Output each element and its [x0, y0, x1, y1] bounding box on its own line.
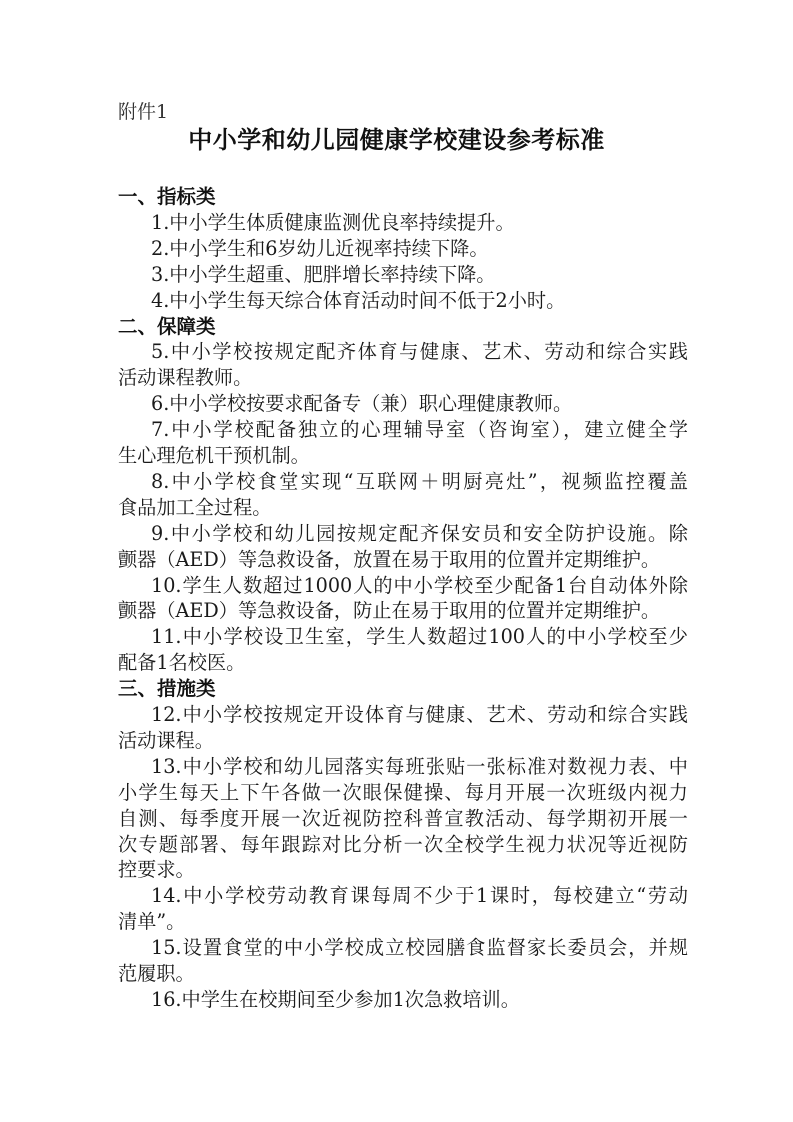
- list-item-continuation: 清单”。: [118, 910, 186, 934]
- list-item: 16.中学生在校期间至少参加1次急救培训。: [151, 987, 520, 1011]
- list-item: 12.中小学校按规定开设体育与健康、艺术、劳动和综合实践: [151, 703, 688, 726]
- list-item: 15.设置食堂的中小学校成立校园膳食监督家长委员会，并规: [151, 936, 688, 960]
- list-item-continuation: 颤器（AED）等急救设备，防止在易于取用的位置并定期维护。: [118, 599, 661, 623]
- list-item-continuation: 生心理危机干预机制。: [118, 444, 310, 467]
- list-item-continuation: 颤器（AED）等急救设备，放置在易于取用的位置并定期维护。: [118, 547, 661, 571]
- list-item: 8.中小学校食堂实现“互联网＋明厨亮灶”，视频监控覆盖: [151, 469, 688, 493]
- list-item-continuation: 食品加工全过程。: [118, 495, 272, 519]
- list-item-continuation: 范履职。: [118, 962, 195, 985]
- list-item-continuation: 活动课程。: [118, 728, 214, 752]
- annex-label: 附件1: [118, 101, 169, 123]
- section-heading: 三、措施类: [118, 677, 216, 701]
- list-item: 11.中小学校设卫生室，学生人数超过100人的中小学校至少: [151, 625, 688, 649]
- list-item: 3.中小学生超重、肥胖增长率持续下降。: [151, 262, 496, 286]
- list-item-continuation: 自测、每季度开展一次近视防控科普宣教活动、每学期初开展一: [118, 806, 688, 830]
- list-item: 5.中小学校按规定配齐体育与健康、艺术、劳动和综合实践: [151, 340, 688, 364]
- list-item: 14.中小学校劳动教育课每周不少于1课时，每校建立“劳动: [151, 884, 688, 908]
- list-item: 1.中小学生体质健康监测优良率持续提升。: [151, 210, 515, 234]
- list-item: 4.中小学生每天综合体育活动时间不低于2小时。: [151, 288, 566, 312]
- list-item-continuation: 配备1名校医。: [118, 651, 246, 675]
- list-item-continuation: 活动课程教师。: [118, 366, 253, 390]
- list-item: 9.中小学校和幼儿园按规定配齐保安员和安全防护设施。除: [151, 521, 688, 545]
- list-item: 10.学生人数超过1000人的中小学校至少配备1台自动体外除: [151, 573, 688, 597]
- list-item: 2.中小学生和6岁幼儿近视率持续下降。: [151, 236, 489, 260]
- list-item-continuation: 次专题部署、每年跟踪对比分析一次全校学生视力状况等近视防: [118, 832, 688, 856]
- list-item: 13.中小学校和幼儿园落实每班张贴一张标准对数视力表、中: [151, 754, 688, 778]
- list-item: 7.中小学校配备独立的心理辅导室（咨询室），建立健全学: [151, 418, 688, 442]
- document-title: 中小学和幼儿园健康学校建设参考标准: [188, 126, 605, 154]
- section-heading: 一、指标类: [118, 185, 216, 208]
- list-item-continuation: 控要求。: [118, 858, 195, 882]
- list-item-continuation: 小学生每天上下午各做一次眼保健操、每月开展一次班级内视力: [118, 780, 688, 804]
- list-item: 6.中小学校按要求配备专（兼）职心理健康教师。: [151, 392, 573, 416]
- section-heading: 二、保障类: [118, 314, 216, 338]
